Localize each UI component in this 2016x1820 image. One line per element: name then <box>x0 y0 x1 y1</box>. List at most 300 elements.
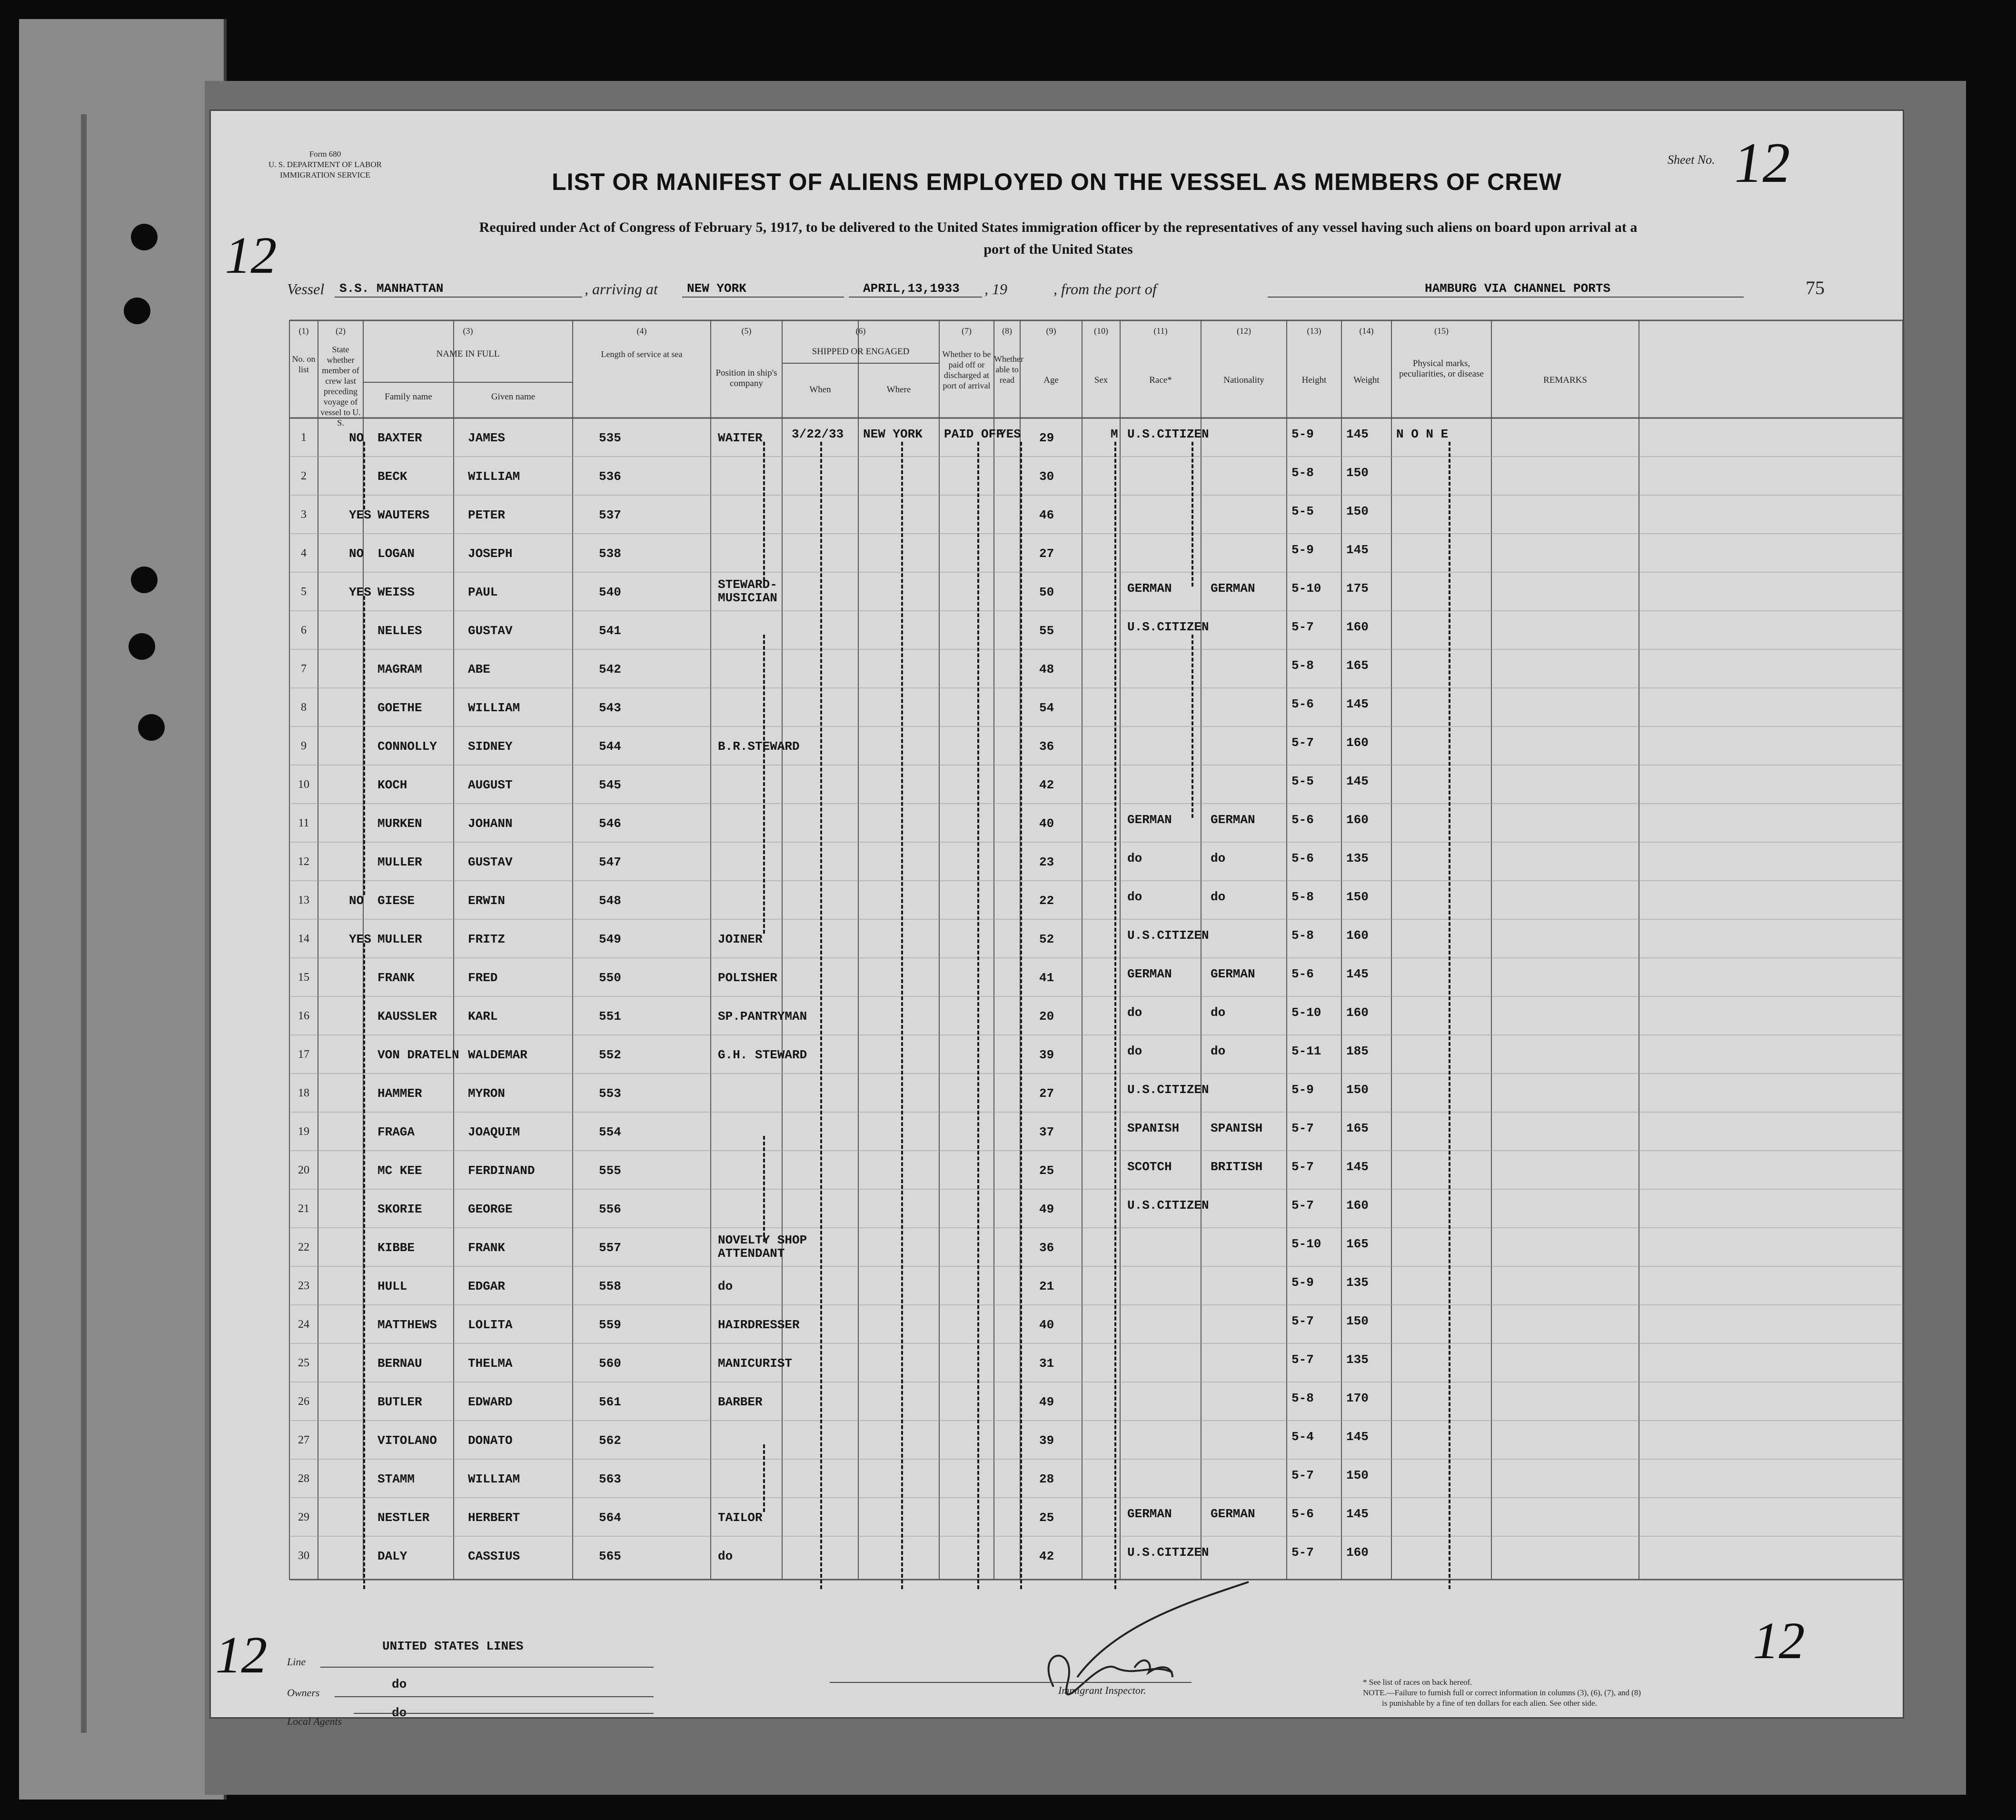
row-number: 7 <box>301 663 307 675</box>
nationality: SPANISH <box>1211 1121 1263 1135</box>
sex: M <box>1111 427 1118 441</box>
col-number-c1: (1) <box>298 326 309 336</box>
given-name: CASSIUS <box>468 1549 520 1563</box>
owners-label: Owners <box>287 1687 320 1699</box>
row-number: 2 <box>301 470 307 482</box>
service-number: 557 <box>599 1241 621 1255</box>
agents-label: Local Agents <box>287 1715 342 1727</box>
given-name: WILLIAM <box>468 701 520 715</box>
from-label: , from the port of <box>1053 280 1157 298</box>
given-name: LOLITA <box>468 1318 513 1332</box>
ditto-mark <box>763 635 765 934</box>
position: do <box>718 1549 733 1563</box>
col-header-paid-off: Whether to be paid off or discharged at port of arrival <box>942 349 991 390</box>
weight: 150 <box>1346 890 1369 904</box>
manifest-sheet <box>209 109 1904 1727</box>
height: 5-9 <box>1291 1275 1314 1290</box>
age: 50 <box>1039 585 1054 599</box>
row-number: 21 <box>298 1203 309 1215</box>
col-header-race: Race* <box>1149 375 1172 385</box>
weight: 135 <box>1346 1353 1369 1367</box>
penalty-note: NOTE.—Failure to furnish full or correct information in columns (3), (6), (7), and (8) <box>1363 1688 1641 1697</box>
service-number: 540 <box>599 585 621 599</box>
family-name: MAGRAM <box>377 662 422 676</box>
ditto-mark <box>763 1444 765 1512</box>
punch-hole <box>129 633 155 660</box>
family-name: WAUTERS <box>377 508 430 522</box>
position: STEWARD- <box>718 577 777 592</box>
ditto-mark <box>1020 442 1022 1589</box>
punch-hole <box>138 714 165 741</box>
weight: 160 <box>1346 928 1369 943</box>
given-name: PAUL <box>468 585 498 599</box>
height: 5-9 <box>1291 543 1314 557</box>
height: 5-10 <box>1291 1005 1321 1020</box>
nationality: BRITISH <box>1211 1160 1263 1174</box>
service-number: 549 <box>599 932 621 946</box>
family-name: BECK <box>377 469 407 484</box>
previous-voyage: YES <box>349 932 371 946</box>
weight: 150 <box>1346 1314 1369 1328</box>
family-name: KOCH <box>377 778 407 792</box>
row-number: 18 <box>298 1087 309 1099</box>
ditto-mark <box>363 442 365 509</box>
given-name: KARL <box>468 1009 498 1024</box>
height: 5-6 <box>1291 813 1314 827</box>
family-name: GIESE <box>377 894 415 908</box>
position: do <box>718 1279 733 1293</box>
previous-voyage: NO <box>349 547 364 561</box>
nationality: GERMAN <box>1211 581 1255 596</box>
col-header-shipped: SHIPPED OR ENGAGED <box>812 347 910 357</box>
service-number: 536 <box>599 469 621 484</box>
age: 22 <box>1039 894 1054 908</box>
service-number: 547 <box>599 855 621 869</box>
race: GERMAN <box>1127 581 1172 596</box>
given-name: JOSEPH <box>468 547 513 561</box>
position: MANICURIST <box>718 1356 793 1371</box>
row-number: 28 <box>298 1472 309 1485</box>
age: 27 <box>1039 1086 1054 1101</box>
weight: 170 <box>1346 1391 1369 1405</box>
row-number: 26 <box>298 1395 309 1408</box>
col-header-position: Position in ship's company <box>715 368 777 388</box>
col-number-c14: (14) <box>1359 326 1374 336</box>
weight: 145 <box>1346 1507 1369 1521</box>
age: 25 <box>1039 1164 1054 1178</box>
family-name: MC KEE <box>377 1164 422 1178</box>
col-header-service: Length of service at sea <box>601 349 683 359</box>
family-name: FRAGA <box>377 1125 415 1139</box>
age: 54 <box>1039 701 1054 715</box>
weight: 160 <box>1346 1198 1369 1213</box>
race: U.S.CITIZEN <box>1127 620 1209 634</box>
nationality: do <box>1211 1005 1226 1020</box>
age: 40 <box>1039 1318 1054 1332</box>
age: 55 <box>1039 624 1054 638</box>
service-number: 542 <box>599 662 621 676</box>
previous-voyage: NO <box>349 431 364 445</box>
age: 21 <box>1039 1279 1054 1293</box>
row-number: 25 <box>298 1357 309 1369</box>
service-number: 553 <box>599 1086 621 1101</box>
given-name: JOAQUIM <box>468 1125 520 1139</box>
manifest-title: LIST OR MANIFEST OF ALIENS EMPLOYED ON THE VESSEL AS MEMBERS OF CREW <box>552 169 1562 195</box>
height: 5-5 <box>1291 504 1314 518</box>
race: do <box>1127 1044 1142 1058</box>
weight: 150 <box>1346 466 1369 480</box>
position: BARBER <box>718 1395 763 1409</box>
race: do <box>1127 890 1142 904</box>
weight: 160 <box>1346 620 1369 634</box>
weight: 150 <box>1346 1083 1369 1097</box>
service-number: 537 <box>599 508 621 522</box>
ditto-mark <box>763 442 765 587</box>
arrival-date: APRIL,13,1933 <box>863 281 960 296</box>
family-name: NELLES <box>377 624 422 638</box>
age: 49 <box>1039 1202 1054 1216</box>
race: U.S.CITIZEN <box>1127 928 1209 943</box>
age: 42 <box>1039 1549 1054 1563</box>
punch-hole <box>124 298 150 324</box>
col-number-c3: (3) <box>463 326 473 336</box>
service-number: 559 <box>599 1318 621 1332</box>
height: 5-8 <box>1291 658 1314 673</box>
position: POLISHER <box>718 971 777 985</box>
previous-voyage: YES <box>349 508 371 522</box>
col-header-read: Whether able to read <box>994 354 1023 385</box>
height: 5-7 <box>1291 620 1314 634</box>
given-name: DONATO <box>468 1433 513 1448</box>
service-number: 538 <box>599 547 621 561</box>
position: TAILOR <box>718 1511 763 1525</box>
service-number: 565 <box>599 1549 621 1563</box>
weight: 160 <box>1346 1545 1369 1560</box>
nationality: GERMAN <box>1211 1507 1255 1521</box>
height: 5-7 <box>1291 1353 1314 1367</box>
service-number: 560 <box>599 1356 621 1371</box>
owners-value: do <box>392 1677 407 1691</box>
weight: 145 <box>1346 1160 1369 1174</box>
height: 5-6 <box>1291 851 1314 865</box>
height: 5-6 <box>1291 697 1314 711</box>
family-name: BAXTER <box>377 431 422 445</box>
given-name: HERBERT <box>468 1511 520 1525</box>
age: 23 <box>1039 855 1054 869</box>
given-name: FERDINAND <box>468 1164 535 1178</box>
service-number: 561 <box>599 1395 621 1409</box>
family-name: NESTLER <box>377 1511 430 1525</box>
row-number: 16 <box>298 1010 309 1022</box>
given-name: EDGAR <box>468 1279 506 1293</box>
given-name: ERWIN <box>468 894 506 908</box>
age: 41 <box>1039 971 1054 985</box>
age: 36 <box>1039 1241 1054 1255</box>
col-header-sex: Sex <box>1094 375 1108 385</box>
height: 5-7 <box>1291 1121 1314 1135</box>
physical-marks: N O N E <box>1396 427 1449 441</box>
family-name: MULLER <box>377 932 422 946</box>
service-number: 551 <box>599 1009 621 1024</box>
family-name: LOGAN <box>377 547 415 561</box>
col-number-c11: (11) <box>1153 326 1168 336</box>
inspector-signature <box>830 1577 1258 1720</box>
page-corner-number: 75 <box>1806 277 1825 298</box>
height: 5-8 <box>1291 466 1314 480</box>
handwritten-sheet-mark: 12 <box>210 1626 273 1684</box>
row-number: 8 <box>301 701 307 714</box>
family-name: MURKEN <box>377 816 422 831</box>
row-number: 12 <box>298 855 309 868</box>
shipped-when: 3/22/33 <box>792 427 844 441</box>
service-number: 544 <box>599 739 621 754</box>
service-number: 543 <box>599 701 621 715</box>
service-number: 556 <box>599 1202 621 1216</box>
col-number-c6: (6) <box>855 326 866 336</box>
service-number: 535 <box>599 431 621 445</box>
service-number: 546 <box>599 816 621 831</box>
col-header-given-name: Given name <box>491 392 536 402</box>
age: 42 <box>1039 778 1054 792</box>
col-number-c5: (5) <box>741 326 752 336</box>
col-header-height: Height <box>1301 375 1327 385</box>
given-name: WILLIAM <box>468 1472 520 1486</box>
nationality: do <box>1211 1044 1226 1058</box>
position: JOINER <box>718 932 763 946</box>
age: 48 <box>1039 662 1054 676</box>
nationality: GERMAN <box>1211 967 1255 981</box>
row-number: 15 <box>298 971 309 984</box>
given-name: EDWARD <box>468 1395 513 1409</box>
weight: 145 <box>1346 774 1369 788</box>
service-number: 552 <box>599 1048 621 1062</box>
given-name: WALDEMAR <box>468 1048 527 1062</box>
race: U.S.CITIZEN <box>1127 427 1209 441</box>
height: 5-6 <box>1291 1507 1314 1521</box>
height: 5-8 <box>1291 1391 1314 1405</box>
height: 5-7 <box>1291 1545 1314 1560</box>
weight: 145 <box>1346 543 1369 557</box>
race: do <box>1127 1005 1142 1020</box>
service-number: 563 <box>599 1472 621 1486</box>
year-label: , 19 <box>984 280 1007 298</box>
ditto-mark <box>363 596 365 895</box>
row-number: 4 <box>301 547 307 559</box>
height: 5-8 <box>1291 890 1314 904</box>
family-name: MATTHEWS <box>377 1318 437 1332</box>
col-number-c4: (4) <box>636 326 647 336</box>
ditto-mark <box>820 442 822 1589</box>
height: 5-7 <box>1291 736 1314 750</box>
given-name: FRANK <box>468 1241 506 1255</box>
service-number: 555 <box>599 1164 621 1178</box>
family-name: HULL <box>377 1279 407 1293</box>
binder-strip <box>19 19 227 1800</box>
family-name: CONNOLLY <box>377 739 437 754</box>
given-name: ABE <box>468 662 490 676</box>
height: 5-4 <box>1291 1430 1314 1444</box>
height: 5-9 <box>1291 1083 1314 1097</box>
arrival-port: NEW YORK <box>687 281 746 296</box>
age: 29 <box>1039 431 1054 445</box>
weight: 145 <box>1346 1430 1369 1444</box>
col-number-c2: (2) <box>336 326 346 336</box>
weight: 175 <box>1346 581 1369 596</box>
height: 5-6 <box>1291 967 1314 981</box>
position: SP.PANTRYMAN <box>718 1009 807 1024</box>
weight: 160 <box>1346 736 1369 750</box>
height: 5-5 <box>1291 774 1314 788</box>
age: 36 <box>1039 739 1054 754</box>
height: 5-10 <box>1291 581 1321 596</box>
col-number-c15: (15) <box>1434 326 1449 336</box>
race: do <box>1127 851 1142 865</box>
col-header-family-name: Family name <box>385 392 432 402</box>
position-cont: ATTENDANT <box>718 1246 785 1261</box>
handwritten-sheet-mark: 12 <box>220 226 283 284</box>
row-number: 23 <box>298 1280 309 1292</box>
weight: 135 <box>1346 851 1369 865</box>
age: 39 <box>1039 1433 1054 1448</box>
weight: 145 <box>1346 967 1369 981</box>
age: 31 <box>1039 1356 1054 1371</box>
col-number-c7: (7) <box>962 326 972 336</box>
punch-hole <box>131 224 158 250</box>
nationality: GERMAN <box>1211 813 1255 827</box>
given-name: MYRON <box>468 1086 506 1101</box>
previous-voyage: NO <box>349 894 364 908</box>
col-header-remarks: REMARKS <box>1543 375 1587 385</box>
age: 28 <box>1039 1472 1054 1486</box>
departure-port: HAMBURG VIA CHANNEL PORTS <box>1425 281 1611 296</box>
position: B.R.STEWARD <box>718 739 800 754</box>
row-number: 30 <box>298 1550 309 1562</box>
row-number: 29 <box>298 1511 309 1523</box>
line-value: UNITED STATES LINES <box>382 1639 524 1653</box>
position: NOVELTY SHOP <box>718 1233 807 1247</box>
family-name: SKORIE <box>377 1202 422 1216</box>
ditto-mark <box>1114 442 1116 1589</box>
given-name: JAMES <box>468 431 506 445</box>
given-name: WILLIAM <box>468 469 520 484</box>
weight: 165 <box>1346 1121 1369 1135</box>
family-name: GOETHE <box>377 701 422 715</box>
height: 5-7 <box>1291 1314 1314 1328</box>
family-name: WEISS <box>377 585 415 599</box>
col-number-c13: (13) <box>1307 326 1321 336</box>
ditto-mark <box>1192 635 1193 818</box>
family-name: HAMMER <box>377 1086 422 1101</box>
age: 20 <box>1039 1009 1054 1024</box>
ditto-mark <box>901 442 903 1589</box>
race: U.S.CITIZEN <box>1127 1545 1209 1560</box>
sheet-number: 12 <box>1729 131 1796 194</box>
agents-value: do <box>392 1706 407 1720</box>
height: 5-9 <box>1291 427 1314 441</box>
col-header-weight: Weight <box>1353 375 1380 385</box>
service-number: 562 <box>599 1433 621 1448</box>
col-header-shipped-when: When <box>809 385 831 395</box>
age: 27 <box>1039 547 1054 561</box>
weight: 160 <box>1346 813 1369 827</box>
row-number: 3 <box>301 508 307 521</box>
inspector-label: Immigrant Inspector. <box>1058 1684 1146 1696</box>
paid-off: PAID OFF <box>944 427 1003 441</box>
row-number: 9 <box>301 740 307 752</box>
family-name: VITOLANO <box>377 1433 437 1448</box>
col-header-nationality: Nationality <box>1223 375 1264 385</box>
given-name: THELMA <box>468 1356 513 1371</box>
punch-hole <box>131 567 158 593</box>
age: 30 <box>1039 469 1054 484</box>
service-number: 564 <box>599 1511 621 1525</box>
previous-voyage: YES <box>349 585 371 599</box>
position: G.H. STEWARD <box>718 1048 807 1062</box>
weight: 145 <box>1346 697 1369 711</box>
service-number: 550 <box>599 971 621 985</box>
weight: 185 <box>1346 1044 1369 1058</box>
service-number: 554 <box>599 1125 621 1139</box>
given-name: AUGUST <box>468 778 513 792</box>
height: 5-8 <box>1291 928 1314 943</box>
family-name: KIBBE <box>377 1241 415 1255</box>
ditto-mark <box>1449 442 1450 1589</box>
height: 5-10 <box>1291 1237 1321 1251</box>
manifest-subtitle: Required under Act of Congress of February 5, 1917, to be delivered to the United States immigration officer by the representatives of any vessel having such aliens on board upon arrival at a port of the United States <box>479 219 1638 257</box>
row-number: 13 <box>298 894 309 906</box>
family-name: STAMM <box>377 1472 415 1486</box>
row-number: 27 <box>298 1434 309 1446</box>
row-number: 19 <box>298 1125 309 1138</box>
given-name: JOHANN <box>468 816 513 831</box>
race: GERMAN <box>1127 1507 1172 1521</box>
given-name: FRITZ <box>468 932 506 946</box>
nationality: do <box>1211 851 1226 865</box>
col-header-physical-marks: Physical marks, peculiarities, or disease <box>1399 358 1484 379</box>
position: HAIRDRESSER <box>718 1318 800 1332</box>
family-name: VON DRATELN <box>377 1048 459 1062</box>
race: GERMAN <box>1127 813 1172 827</box>
ditto-mark <box>763 1136 765 1242</box>
races-note: * See list of races on back hereof. <box>1363 1678 1472 1687</box>
service-number: 558 <box>599 1279 621 1293</box>
given-name: FRED <box>468 971 498 985</box>
family-name: KAUSSLER <box>377 1009 437 1024</box>
race: U.S.CITIZEN <box>1127 1083 1209 1097</box>
col-number-c8: (8) <box>1002 326 1012 336</box>
row-number: 14 <box>298 933 309 945</box>
age: 25 <box>1039 1511 1054 1525</box>
row-number: 5 <box>301 586 307 598</box>
height: 5-11 <box>1291 1044 1321 1058</box>
row-number: 6 <box>301 624 307 637</box>
weight: 165 <box>1346 658 1369 673</box>
family-name: FRANK <box>377 971 415 985</box>
form-identifier: Form 680 U. S. DEPARTMENT OF LABOR IMMIGRATION SERVICE <box>268 149 382 179</box>
family-name: DALY <box>377 1549 407 1563</box>
given-name: GUSTAV <box>468 624 513 638</box>
row-number: 22 <box>298 1241 309 1253</box>
weight: 165 <box>1346 1237 1369 1251</box>
family-name: BUTLER <box>377 1395 422 1409</box>
service-number: 541 <box>599 624 621 638</box>
col-number-c12: (12) <box>1237 326 1251 336</box>
able-to-read: YES <box>999 427 1021 441</box>
given-name: PETER <box>468 508 506 522</box>
given-name: GEORGE <box>468 1202 513 1216</box>
line-label: Line <box>287 1656 306 1668</box>
col-header-name: NAME IN FULL <box>436 349 500 359</box>
